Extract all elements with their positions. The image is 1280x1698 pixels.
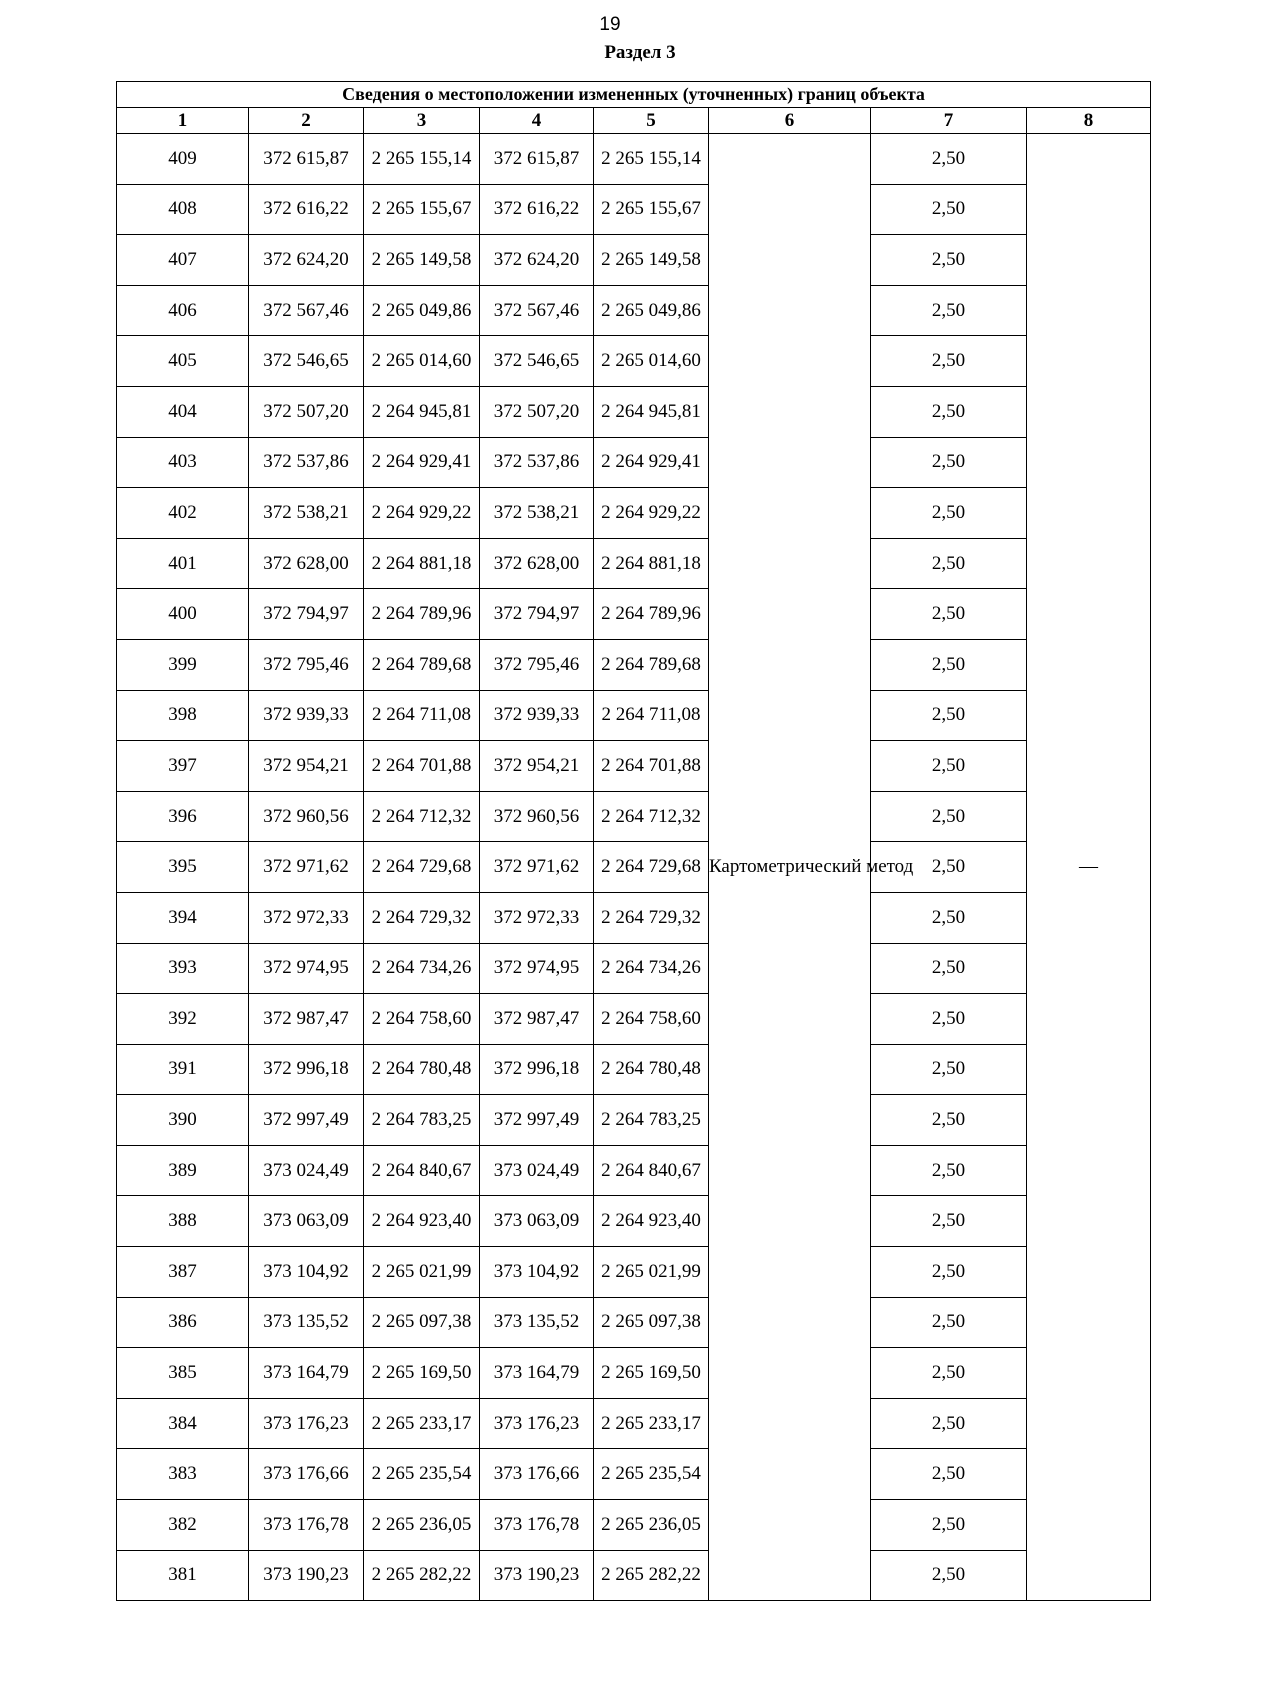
table-row [117, 336, 1151, 387]
accuracy-cell: 2,50 [871, 488, 1027, 539]
point-number-cell: 397 [117, 741, 249, 792]
y-existing-cell: 2 264 929,41 [364, 437, 480, 488]
x-new-cell: 373 063,09 [480, 1196, 594, 1247]
y-new-cell: 2 264 758,60 [594, 994, 709, 1045]
y-existing-cell: 2 265 282,22 [364, 1550, 480, 1601]
y-existing-cell: 2 264 929,22 [364, 488, 480, 539]
point-number-cell: 396 [117, 791, 249, 842]
column-number-row [117, 108, 1151, 134]
table-row [117, 690, 1151, 741]
accuracy-cell: 2,50 [871, 1095, 1027, 1146]
accuracy-cell: 2,50 [871, 842, 1027, 893]
y-new-cell: 2 264 712,32 [594, 791, 709, 842]
x-new-cell: 372 616,22 [480, 184, 594, 235]
y-new-cell: 2 264 734,26 [594, 943, 709, 994]
y-new-cell: 2 264 711,08 [594, 690, 709, 741]
y-new-cell: 2 264 729,32 [594, 892, 709, 943]
x-existing-cell: 373 164,79 [249, 1348, 364, 1399]
y-existing-cell: 2 264 729,32 [364, 892, 480, 943]
accuracy-cell: 2,50 [871, 943, 1027, 994]
table-row [117, 1044, 1151, 1095]
accuracy-cell: 2,50 [871, 741, 1027, 792]
accuracy-cell: 2,50 [871, 538, 1027, 589]
column-number-4: 4 [480, 108, 594, 134]
point-number-cell: 389 [117, 1145, 249, 1196]
x-existing-cell: 372 537,86 [249, 437, 364, 488]
y-new-cell: 2 265 149,58 [594, 235, 709, 286]
x-existing-cell: 372 794,97 [249, 589, 364, 640]
point-number-cell: 394 [117, 892, 249, 943]
column-8-cell: — [1027, 134, 1151, 1601]
point-number-cell: 382 [117, 1500, 249, 1551]
accuracy-cell: 2,50 [871, 336, 1027, 387]
point-number-cell: 383 [117, 1449, 249, 1500]
table-row [117, 791, 1151, 842]
x-existing-cell: 372 996,18 [249, 1044, 364, 1095]
accuracy-cell: 2,50 [871, 892, 1027, 943]
x-existing-cell: 373 190,23 [249, 1550, 364, 1601]
x-new-cell: 372 997,49 [480, 1095, 594, 1146]
x-new-cell: 372 795,46 [480, 639, 594, 690]
accuracy-cell: 2,50 [871, 386, 1027, 437]
x-existing-cell: 372 615,87 [249, 134, 364, 185]
y-existing-cell: 2 265 049,86 [364, 285, 480, 336]
point-number-cell: 384 [117, 1398, 249, 1449]
point-number-cell: 398 [117, 690, 249, 741]
table-row [117, 1348, 1151, 1399]
x-existing-cell: 372 624,20 [249, 235, 364, 286]
x-existing-cell: 373 176,78 [249, 1500, 364, 1551]
x-new-cell: 372 939,33 [480, 690, 594, 741]
accuracy-cell: 2,50 [871, 791, 1027, 842]
accuracy-cell: 2,50 [871, 134, 1027, 185]
point-number-cell: 386 [117, 1297, 249, 1348]
table-row [117, 235, 1151, 286]
y-existing-cell: 2 264 729,68 [364, 842, 480, 893]
y-existing-cell: 2 264 734,26 [364, 943, 480, 994]
y-new-cell: 2 265 097,38 [594, 1297, 709, 1348]
point-number-cell: 381 [117, 1550, 249, 1601]
y-new-cell: 2 264 783,25 [594, 1095, 709, 1146]
table-row [117, 1398, 1151, 1449]
y-existing-cell: 2 265 233,17 [364, 1398, 480, 1449]
accuracy-cell: 2,50 [871, 1247, 1027, 1298]
x-new-cell: 372 954,21 [480, 741, 594, 792]
x-existing-cell: 372 567,46 [249, 285, 364, 336]
y-existing-cell: 2 265 155,67 [364, 184, 480, 235]
y-new-cell: 2 265 049,86 [594, 285, 709, 336]
y-existing-cell: 2 264 945,81 [364, 386, 480, 437]
table-row [117, 134, 1151, 185]
point-number-cell: 388 [117, 1196, 249, 1247]
x-new-cell: 372 974,95 [480, 943, 594, 994]
accuracy-cell: 2,50 [871, 639, 1027, 690]
x-existing-cell: 372 954,21 [249, 741, 364, 792]
x-existing-cell: 372 960,56 [249, 791, 364, 842]
x-new-cell: 372 624,20 [480, 235, 594, 286]
table-row [117, 639, 1151, 690]
table-row [117, 589, 1151, 640]
point-number-cell: 404 [117, 386, 249, 437]
y-existing-cell: 2 265 235,54 [364, 1449, 480, 1500]
table-row [117, 1297, 1151, 1348]
y-existing-cell: 2 264 758,60 [364, 994, 480, 1045]
accuracy-cell: 2,50 [871, 1398, 1027, 1449]
table-row [117, 538, 1151, 589]
accuracy-cell: 2,50 [871, 1145, 1027, 1196]
table-row [117, 184, 1151, 235]
y-existing-cell: 2 264 780,48 [364, 1044, 480, 1095]
point-number-cell: 401 [117, 538, 249, 589]
point-number-cell: 408 [117, 184, 249, 235]
y-existing-cell: 2 265 097,38 [364, 1297, 480, 1348]
point-number-cell: 406 [117, 285, 249, 336]
x-new-cell: 373 190,23 [480, 1550, 594, 1601]
accuracy-cell: 2,50 [871, 235, 1027, 286]
y-existing-cell: 2 264 712,32 [364, 791, 480, 842]
table-row [117, 943, 1151, 994]
y-new-cell: 2 264 881,18 [594, 538, 709, 589]
table-row [117, 1095, 1151, 1146]
point-number-cell: 400 [117, 589, 249, 640]
point-number-cell: 409 [117, 134, 249, 185]
y-new-cell: 2 265 021,99 [594, 1247, 709, 1298]
y-existing-cell: 2 264 789,96 [364, 589, 480, 640]
column-number-2: 2 [249, 108, 364, 134]
table-row [117, 285, 1151, 336]
accuracy-cell: 2,50 [871, 1297, 1027, 1348]
table-row [117, 1550, 1151, 1601]
table-body [117, 134, 1151, 1601]
accuracy-cell: 2,50 [871, 1044, 1027, 1095]
accuracy-cell: 2,50 [871, 1196, 1027, 1247]
y-new-cell: 2 264 923,40 [594, 1196, 709, 1247]
y-existing-cell: 2 265 236,05 [364, 1500, 480, 1551]
x-existing-cell: 372 974,95 [249, 943, 364, 994]
boundary-coordinates-table [116, 81, 1151, 1601]
y-existing-cell: 2 264 881,18 [364, 538, 480, 589]
y-new-cell: 2 265 014,60 [594, 336, 709, 387]
table-row [117, 1449, 1151, 1500]
x-new-cell: 372 615,87 [480, 134, 594, 185]
table-row [117, 842, 1151, 893]
x-new-cell: 372 987,47 [480, 994, 594, 1045]
point-number-cell: 393 [117, 943, 249, 994]
y-existing-cell: 2 264 923,40 [364, 1196, 480, 1247]
y-existing-cell: 2 265 149,58 [364, 235, 480, 286]
x-new-cell: 373 176,66 [480, 1449, 594, 1500]
point-number-cell: 402 [117, 488, 249, 539]
x-new-cell: 372 538,21 [480, 488, 594, 539]
x-existing-cell: 373 024,49 [249, 1145, 364, 1196]
y-new-cell: 2 265 155,67 [594, 184, 709, 235]
y-new-cell: 2 264 789,96 [594, 589, 709, 640]
x-new-cell: 372 567,46 [480, 285, 594, 336]
accuracy-cell: 2,50 [871, 437, 1027, 488]
table-row [117, 741, 1151, 792]
x-existing-cell: 372 939,33 [249, 690, 364, 741]
y-existing-cell: 2 264 701,88 [364, 741, 480, 792]
column-number-7: 7 [871, 108, 1027, 134]
y-new-cell: 2 265 233,17 [594, 1398, 709, 1449]
x-existing-cell: 372 616,22 [249, 184, 364, 235]
x-new-cell: 373 176,78 [480, 1500, 594, 1551]
column-number-1: 1 [117, 108, 249, 134]
accuracy-cell: 2,50 [871, 285, 1027, 336]
x-existing-cell: 372 628,00 [249, 538, 364, 589]
x-existing-cell: 372 795,46 [249, 639, 364, 690]
column-number-3: 3 [364, 108, 480, 134]
table-row [117, 1500, 1151, 1551]
point-number-cell: 405 [117, 336, 249, 387]
accuracy-cell: 2,50 [871, 1500, 1027, 1551]
x-existing-cell: 373 176,23 [249, 1398, 364, 1449]
y-existing-cell: 2 265 014,60 [364, 336, 480, 387]
x-new-cell: 372 971,62 [480, 842, 594, 893]
page-number: 19 [599, 14, 621, 35]
x-existing-cell: 372 972,33 [249, 892, 364, 943]
table-title: Сведения о местоположении измененных (уточненных) границ объекта [117, 82, 1151, 108]
y-existing-cell: 2 265 155,14 [364, 134, 480, 185]
x-existing-cell: 373 176,66 [249, 1449, 364, 1500]
x-existing-cell: 372 507,20 [249, 386, 364, 437]
column-number-6: 6 [709, 108, 871, 134]
point-number-cell: 407 [117, 235, 249, 286]
x-new-cell: 373 024,49 [480, 1145, 594, 1196]
y-existing-cell: 2 264 783,25 [364, 1095, 480, 1146]
point-number-cell: 399 [117, 639, 249, 690]
x-existing-cell: 373 104,92 [249, 1247, 364, 1298]
point-number-cell: 385 [117, 1348, 249, 1399]
x-existing-cell: 372 997,49 [249, 1095, 364, 1146]
x-new-cell: 372 972,33 [480, 892, 594, 943]
y-new-cell: 2 264 780,48 [594, 1044, 709, 1095]
table-row [117, 1196, 1151, 1247]
x-new-cell: 373 135,52 [480, 1297, 594, 1348]
y-new-cell: 2 265 155,14 [594, 134, 709, 185]
y-existing-cell: 2 264 711,08 [364, 690, 480, 741]
column-number-8: 8 [1027, 108, 1151, 134]
accuracy-cell: 2,50 [871, 690, 1027, 741]
table-row [117, 892, 1151, 943]
y-new-cell: 2 264 701,88 [594, 741, 709, 792]
x-new-cell: 372 537,86 [480, 437, 594, 488]
table-row [117, 1247, 1151, 1298]
column-number-5: 5 [594, 108, 709, 134]
table-row [117, 437, 1151, 488]
point-number-cell: 392 [117, 994, 249, 1045]
y-new-cell: 2 265 169,50 [594, 1348, 709, 1399]
point-number-cell: 403 [117, 437, 249, 488]
y-new-cell: 2 265 235,54 [594, 1449, 709, 1500]
table-row [117, 994, 1151, 1045]
section-title: Раздел 3 [604, 42, 676, 63]
table-row [117, 488, 1151, 539]
method-cell: Картометрический метод [709, 134, 871, 1601]
point-number-cell: 387 [117, 1247, 249, 1298]
x-new-cell: 372 794,97 [480, 589, 594, 640]
x-existing-cell: 373 063,09 [249, 1196, 364, 1247]
y-existing-cell: 2 264 840,67 [364, 1145, 480, 1196]
x-new-cell: 372 507,20 [480, 386, 594, 437]
accuracy-cell: 2,50 [871, 994, 1027, 1045]
x-existing-cell: 372 971,62 [249, 842, 364, 893]
y-existing-cell: 2 265 021,99 [364, 1247, 480, 1298]
point-number-cell: 390 [117, 1095, 249, 1146]
y-new-cell: 2 264 929,22 [594, 488, 709, 539]
y-new-cell: 2 264 789,68 [594, 639, 709, 690]
accuracy-cell: 2,50 [871, 589, 1027, 640]
accuracy-cell: 2,50 [871, 1348, 1027, 1399]
x-new-cell: 373 104,92 [480, 1247, 594, 1298]
x-existing-cell: 372 546,65 [249, 336, 364, 387]
y-new-cell: 2 265 236,05 [594, 1500, 709, 1551]
table-row [117, 1145, 1151, 1196]
y-new-cell: 2 264 729,68 [594, 842, 709, 893]
x-new-cell: 373 164,79 [480, 1348, 594, 1399]
x-existing-cell: 373 135,52 [249, 1297, 364, 1348]
x-new-cell: 372 996,18 [480, 1044, 594, 1095]
accuracy-cell: 2,50 [871, 184, 1027, 235]
x-existing-cell: 372 538,21 [249, 488, 364, 539]
y-new-cell: 2 264 945,81 [594, 386, 709, 437]
x-new-cell: 372 960,56 [480, 791, 594, 842]
x-new-cell: 372 546,65 [480, 336, 594, 387]
x-new-cell: 373 176,23 [480, 1398, 594, 1449]
y-new-cell: 2 264 929,41 [594, 437, 709, 488]
point-number-cell: 395 [117, 842, 249, 893]
x-new-cell: 372 628,00 [480, 538, 594, 589]
accuracy-cell: 2,50 [871, 1550, 1027, 1601]
point-number-cell: 391 [117, 1044, 249, 1095]
x-existing-cell: 372 987,47 [249, 994, 364, 1045]
table-row [117, 386, 1151, 437]
y-existing-cell: 2 265 169,50 [364, 1348, 480, 1399]
y-new-cell: 2 265 282,22 [594, 1550, 709, 1601]
y-existing-cell: 2 264 789,68 [364, 639, 480, 690]
y-new-cell: 2 264 840,67 [594, 1145, 709, 1196]
accuracy-cell: 2,50 [871, 1449, 1027, 1500]
